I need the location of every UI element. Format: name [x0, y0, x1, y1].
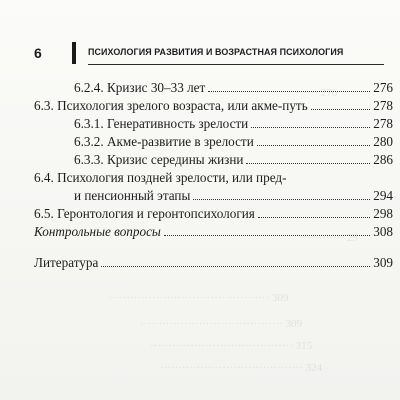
bleed-through-text: ············ 29 — [300, 232, 358, 244]
toc-entry — [74, 152, 393, 168]
toc-entry — [34, 170, 393, 186]
toc-entry — [74, 134, 393, 150]
bleed-through-text: ······································· 309 — [140, 318, 303, 330]
toc-entry-title: 6.3.2. Акме-развитие в зрелости — [74, 134, 254, 149]
toc-entry-title: 6.2.4. Кризис 30–33 лет — [74, 80, 206, 95]
toc-entry-title: Контрольные вопросы — [34, 224, 161, 239]
toc-entry-title: 6.4. Психология поздней зрелости, или пред- — [34, 170, 287, 185]
toc-entry-title: 6.5. Геронтология и геронтопсихология — [34, 206, 255, 221]
toc-entry — [34, 98, 393, 114]
toc-dot-leader — [251, 127, 370, 128]
toc-entry-page: 286 — [373, 152, 393, 167]
page-number: 6 — [34, 45, 42, 61]
toc-entry — [34, 224, 393, 240]
header-vertical-bar — [72, 42, 76, 64]
toc-dot-leader — [193, 199, 370, 200]
toc-entry — [34, 206, 393, 222]
header-rule — [88, 64, 384, 65]
toc-entry-page: 276 — [373, 80, 393, 95]
toc-entry-page: 278 — [373, 98, 393, 113]
toc-entry — [74, 80, 393, 96]
toc-entry — [74, 188, 393, 204]
toc-entry-page: 308 — [373, 224, 393, 239]
toc-entry-title: 6.3. Психология зрелого возраста, или акме-путь — [34, 98, 308, 113]
toc-entry-page: 309 — [373, 255, 393, 270]
toc-entry-title: 6.3.3. Кризис середины жизни — [74, 152, 244, 167]
running-title: ПСИХОЛОГИЯ РАЗВИТИЯ И ВОЗРАСТНАЯ ПСИХОЛОГИЯ — [88, 47, 344, 58]
toc-dot-leader — [257, 145, 370, 146]
toc-entry-page: 280 — [373, 134, 393, 149]
toc-entry — [74, 116, 393, 132]
toc-dot-leader — [311, 109, 371, 110]
bleed-through-text: ······································· 324 — [160, 362, 323, 374]
toc-dot-leader — [101, 266, 370, 267]
toc-dot-leader — [246, 163, 370, 164]
toc-dot-leader — [258, 217, 370, 218]
toc-dot-leader — [164, 235, 370, 236]
bleed-through-text: ······································· 315 — [150, 340, 313, 352]
toc-entry-page: 278 — [373, 116, 393, 131]
toc-dot-leader — [208, 91, 370, 92]
toc-entry-page: 298 — [373, 206, 393, 221]
toc-entry-title: и пенсионный этапы — [74, 188, 191, 203]
toc-entry-title: 6.3.1. Генеративность зрелости — [74, 116, 249, 131]
bleed-through-text: ············································ 309 — [108, 292, 289, 304]
toc-entry — [34, 255, 393, 271]
bleed-through-text: ······ 276 — [296, 87, 338, 99]
running-header — [34, 44, 384, 62]
toc-entry-title: Литература — [34, 255, 99, 270]
toc-entry-page: 294 — [373, 188, 393, 203]
